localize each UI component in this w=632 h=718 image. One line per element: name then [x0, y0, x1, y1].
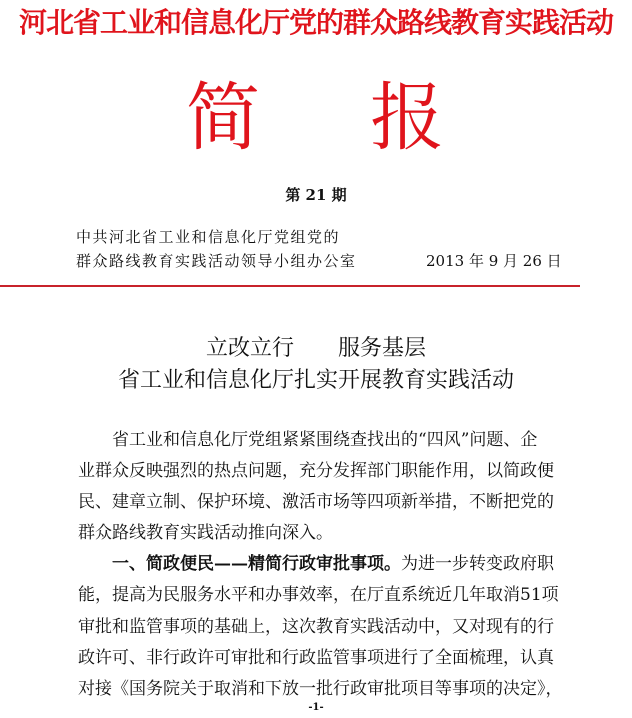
headline-line-2: 省工业和信息化厅扎实开展教育实践活动 [117, 368, 514, 393]
red-divider [0, 285, 580, 287]
headline-line-1: 立改立行 服务基层 [205, 336, 426, 361]
section-heading: 一、简政便民——精简行政审批事项。 [78, 554, 401, 574]
body-line: 业群众反映强烈的热点问题，充分发挥部门职能作用，以简政便 [78, 461, 554, 481]
issue-number: 第 21 期 [285, 186, 347, 204]
body-line [78, 554, 554, 575]
body-line: 政许可、非行政许可审批和行政监管事项进行了全面梳理，认真 [78, 648, 554, 668]
masthead-brief-char-1: 简 [186, 75, 260, 161]
body-text: 为进一步转变政府职 [401, 554, 554, 574]
body-line: 审批和监管事项的基础上，这次教育实践活动中，又对现有的行 [78, 617, 554, 637]
body-line: 民、建章立制、保护环境、激活市场等四项新举措，不断把党的 [78, 492, 554, 512]
page-number: -1- [308, 702, 324, 713]
body-line: 对接《国务院关于取消和下放一批行政审批项目等事项的决定》， [78, 679, 563, 699]
body-line: 省工业和信息化厅党组紧紧围绕查找出的“四风”问题、企 [78, 430, 538, 450]
body-line: 能，提高为民服务水平和办事效率，在厅直系统近几年取消51项 [78, 585, 559, 605]
issuer-line-2: 群众路线教育实践活动领导小组办公室 [76, 252, 357, 270]
issuer-line-1: 中共河北省工业和信息化厅党组党的 [76, 228, 341, 246]
issue-date: 2013 年 9 月 26 日 [426, 252, 562, 270]
masthead-title: 河北省工业和信息化厅党的群众路线教育实践活动 [18, 6, 613, 39]
body-line: 群众路线教育实践活动推向深入。 [78, 523, 333, 543]
masthead-brief-char-2: 报 [370, 75, 444, 161]
